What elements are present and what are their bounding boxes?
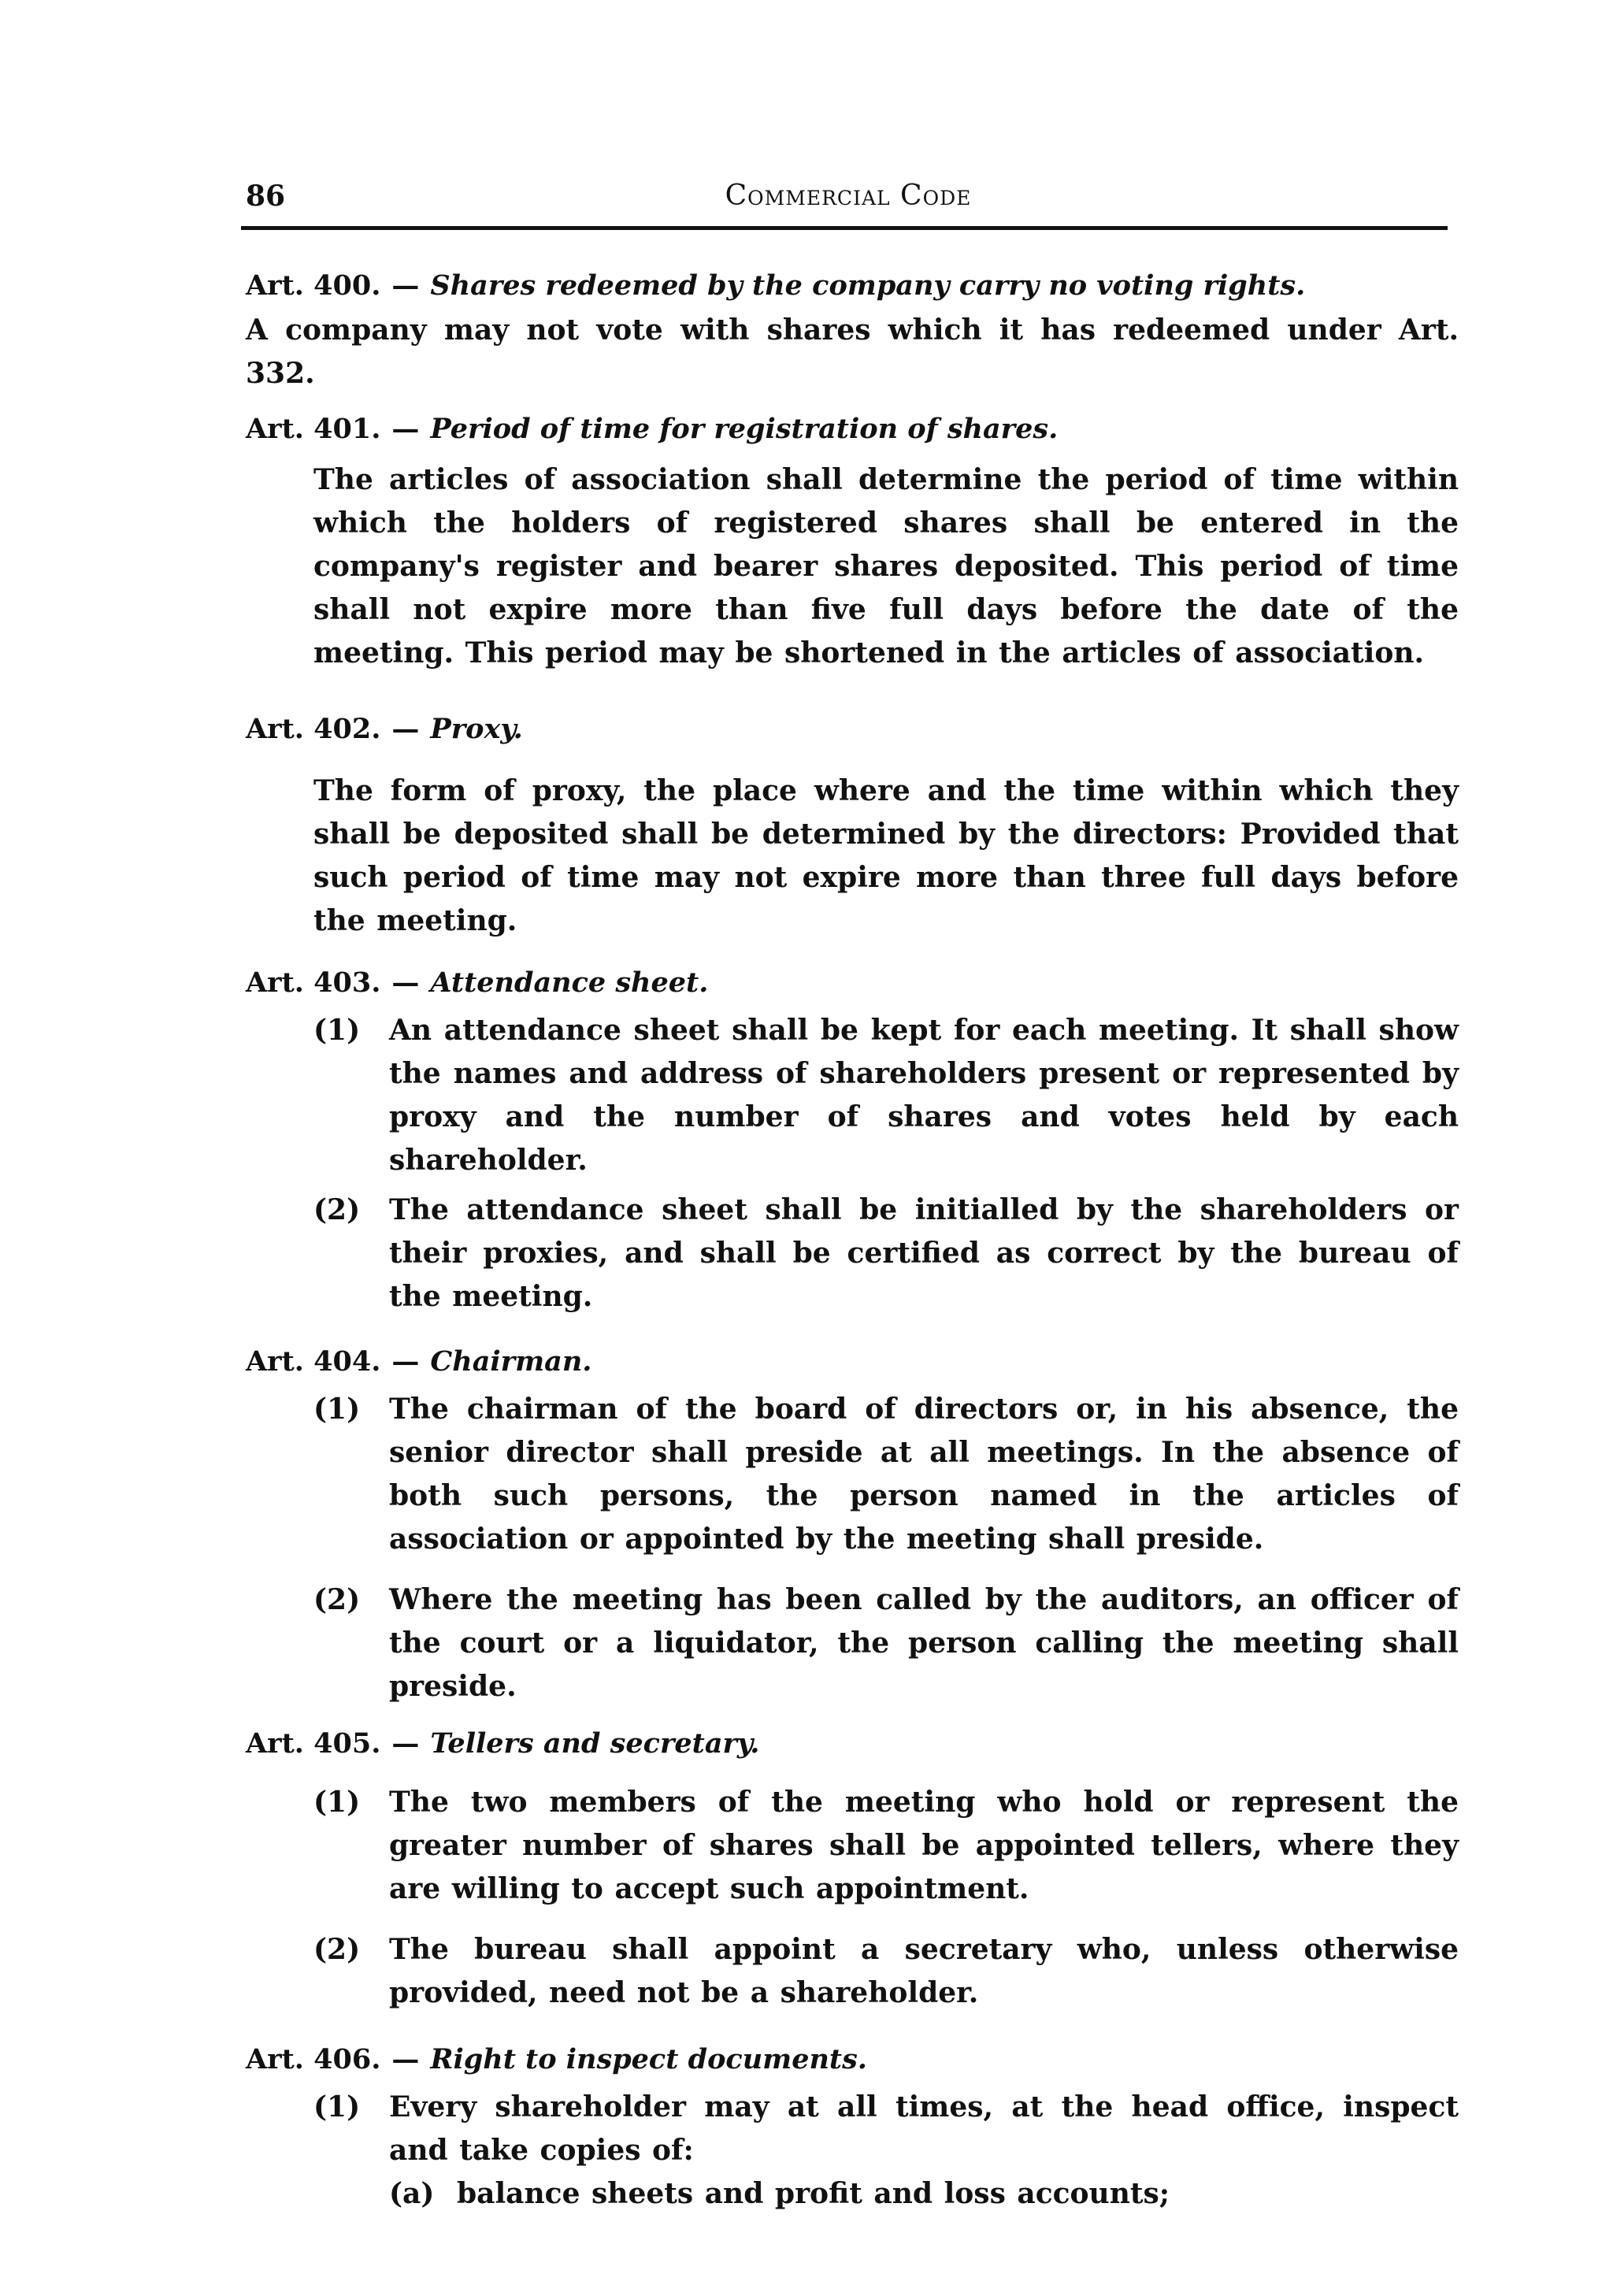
article-heading: [246, 410, 1459, 449]
article-heading: [246, 710, 1459, 749]
paragraph-number: (2): [313, 1933, 361, 1966]
sub-item-letter: (a): [389, 2177, 435, 2210]
paragraph-number: (1): [313, 1393, 361, 1426]
page-header-title: Commercial Code: [725, 180, 972, 212]
paragraph-text: The two members of the meeting who hold or represent the greater number of shares shall be appointed tellers, where they are willing to accept such appointment.: [389, 1786, 1459, 1905]
article-403: [246, 963, 1459, 1319]
article-text: The articles of association shall determine the period of time within which the holders of registered shares shall be entered in the company's register and bearer shares deposited. This period of time shall not expire more than five full days before the date of the meeting. This period may be shortened in the articles of association.: [313, 463, 1459, 670]
paragraph-text: Every shareholder may at all times, at the head office, inspect and take copies of:: [389, 2090, 1459, 2167]
paragraph-text: Where the meeting has been called by the auditors, an officer of the court or a liquidator, the person calling the meeting shall preside.: [389, 1583, 1459, 1703]
paragraph-number: (2): [313, 1193, 361, 1226]
article-404: [246, 1342, 1459, 1708]
paragraph-number: (1): [313, 2090, 361, 2124]
paragraph-text: An attendance sheet shall be kept for each meeting. It shall show the names and address of shareholders present or represented by proxy and the number of shares and votes held by each shareholder.: [389, 1014, 1459, 1177]
article-400: [246, 266, 1459, 395]
paragraph: [313, 1189, 1459, 1319]
article-title: Period of time for registration of shares.: [430, 413, 1059, 445]
sub-item: [389, 2172, 1459, 2216]
article-heading: [246, 1342, 1459, 1382]
article-number: Art. 402.: [246, 713, 381, 745]
article-dash: —: [391, 2043, 420, 2075]
paragraph: [313, 1781, 1459, 1911]
article-title: Shares redeemed by the company carry no voting rights.: [430, 269, 1306, 302]
article-number: Art. 404.: [246, 1345, 381, 1378]
article-heading: [246, 963, 1459, 1003]
article-title: Proxy.: [430, 713, 523, 745]
article-dash: —: [391, 269, 420, 302]
article-title: Tellers and secretary.: [430, 1727, 760, 1760]
paragraph-text: The attendance sheet shall be initialled by the shareholders or their proxies, and shall be certified as correct by the bureau of the meeting.: [389, 1193, 1459, 1313]
article-heading: [246, 2040, 1459, 2079]
sub-item-text: balance sheets and profit and loss accounts;: [457, 2177, 1170, 2210]
paragraph-number: (2): [313, 1583, 361, 1616]
article-heading: [246, 1724, 1459, 1764]
article-405: [246, 1724, 1459, 2015]
running-head: [246, 180, 1451, 227]
paragraph-text: The bureau shall appoint a secretary who, unless otherwise provided, need not be a shareholder.: [389, 1933, 1459, 2009]
article-number: Art. 400.: [246, 269, 381, 302]
article-title: Chairman.: [430, 1345, 592, 1378]
article-401: [246, 410, 1459, 675]
paragraph-number: (1): [313, 1786, 361, 1819]
article-title: Right to inspect documents.: [430, 2043, 867, 2075]
document-body: [246, 266, 1459, 2216]
article-dash: —: [391, 713, 420, 745]
page-number: 86: [246, 180, 286, 213]
article-text: The form of proxy, the place where and the time within which they shall be deposited shall be determined by the directors: Provided that such period of time may not expire more than three full days before the meeting.: [313, 774, 1459, 937]
paragraph: [313, 1388, 1459, 1561]
header-rule: [241, 226, 1448, 230]
article-dash: —: [391, 966, 420, 999]
article-402: [246, 710, 1459, 943]
article-number: Art. 401.: [246, 413, 381, 445]
paragraph-text: The chairman of the board of directors or, in his absence, the senior director shall preside at all meetings. In the absence of both such persons, the person named in the articles of association or appointed by the meeting shall preside.: [389, 1393, 1459, 1556]
article-number: Art. 406.: [246, 2043, 381, 2075]
article-number: Art. 405.: [246, 1727, 381, 1760]
article-number: Art. 403.: [246, 966, 381, 999]
article-title: Attendance sheet.: [430, 966, 709, 999]
paragraph-number: (1): [313, 1014, 361, 1047]
paragraph: [313, 1009, 1459, 1182]
article-dash: —: [391, 1345, 420, 1378]
paragraph: [313, 2086, 1459, 2172]
article-dash: —: [391, 1727, 420, 1760]
article-dash: —: [391, 413, 420, 445]
paragraph: [313, 1928, 1459, 2015]
article-406: [246, 2040, 1459, 2216]
article-text: A company may not vote with shares which it has redeemed under Art. 332.: [246, 313, 1459, 390]
article-heading: [246, 266, 1459, 306]
paragraph: [313, 1578, 1459, 1708]
